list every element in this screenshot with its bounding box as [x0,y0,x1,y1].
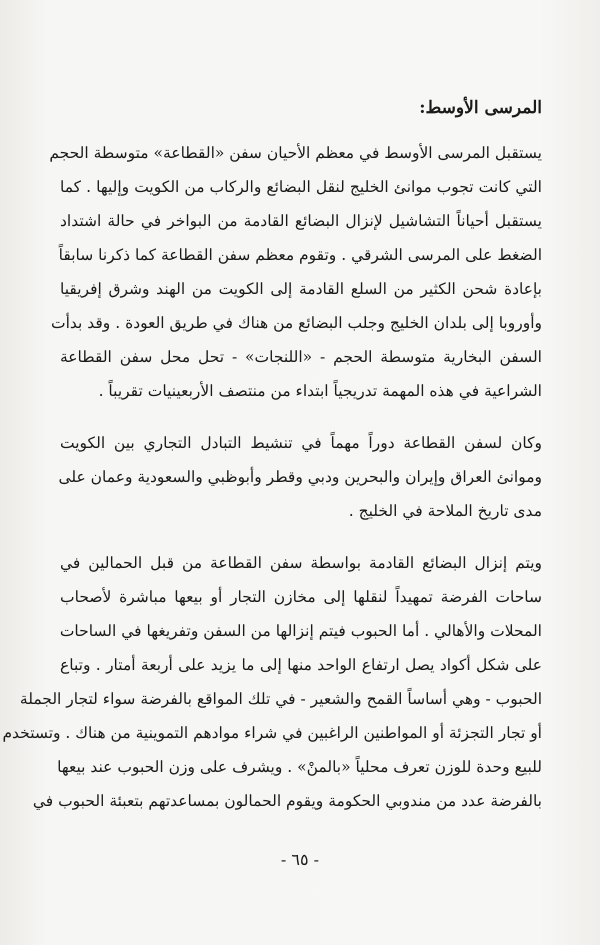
text-line: وكان لسفن القطاعة دوراً مهماً في تنشيط التبادل التجاري بين الكويت [60,434,542,452]
text-line: بإعادة شحن الكثير من السلع القادمة إلى الكويت من الهند وشرق إفريقيا [60,280,542,298]
section-heading: المرسى الأوسط: [419,98,542,118]
paragraph-3 [2,546,542,818]
text-line: الحبوب - وهي أساساً القمح والشعير - في تلك المواقع بالفرضة سواء لتجار الجملة [19,690,542,708]
text-line: أو تجار التجزئة أو المواطنين الراغبين في شراء موادهم التموينية من هناك . وتستخدم [2,724,542,742]
text-line: على شكل أكواد يصل ارتفاع الواحد منها إلى ما يزيد على أربعة أمتار . وتباع [60,656,542,674]
text-line: مدى تاريخ الملاحة في الخليج . [348,502,542,520]
text-line: بالفرضة عدد من مندوبي الحكومة ويقوم الحمالون بمساعدتهم بتعبئة الحبوب في [32,792,542,810]
text-line: يستقبل المرسى الأوسط في معظم الأحيان سفن «القطاعة» متوسطة الحجم [49,144,542,162]
paragraph-2 [60,426,542,528]
text-line: السفن البخارية متوسطة الحجم - «اللنجات» - تحل محل سفن القطاعة [60,348,542,366]
text-line: يستقبل أحياناً التشاشيل لإنزال البضائع القادمة من البواخر في حالة اشتداد [60,212,542,230]
text-line: ساحات الفرضة تمهيداً لنقلها إلى مخازن التجار أو بيعها مباشرة لأصحاب [60,588,542,606]
text-line: المحلات والأهالي . أما الحبوب فيتم إنزالها من السفن وتفريغها في الساحات [59,622,542,640]
text-line: ويتم إنزال البضائع القادمة بواسطة سفن القطاعة من قبل الحمالين في [60,554,542,572]
text-line: وموانئ العراق وإيران والبحرين ودبي وقطر وأبوظبي والسعودية وعمان على [58,468,542,486]
text-line: الشراعية في هذه المهمة تدريجياً ابتداء من منتصف الأربعينيات تقريباً . [98,382,542,400]
paragraph-1 [49,136,542,408]
page-number: - ٦٥ - [280,850,320,869]
text-line: التي كانت تجوب موانئ الخليج لنقل البضائع والركاب من الكويت وإليها . كما [60,178,542,196]
text-line: الضغط على المرسى الشرقي . وتقوم معظم سفن القطاعة كما ذكرنا سابقاً [58,246,542,264]
text-line: وأوروبا إلى بلدان الخليج وجلب البضائع من هناك في طريق العودة . وقد بدأت [50,314,542,332]
text-line: للبيع وحدة للوزن تعرف محلياً «بالمنْ» . ويشرف على وزن الحبوب عند بيعها [57,758,542,776]
